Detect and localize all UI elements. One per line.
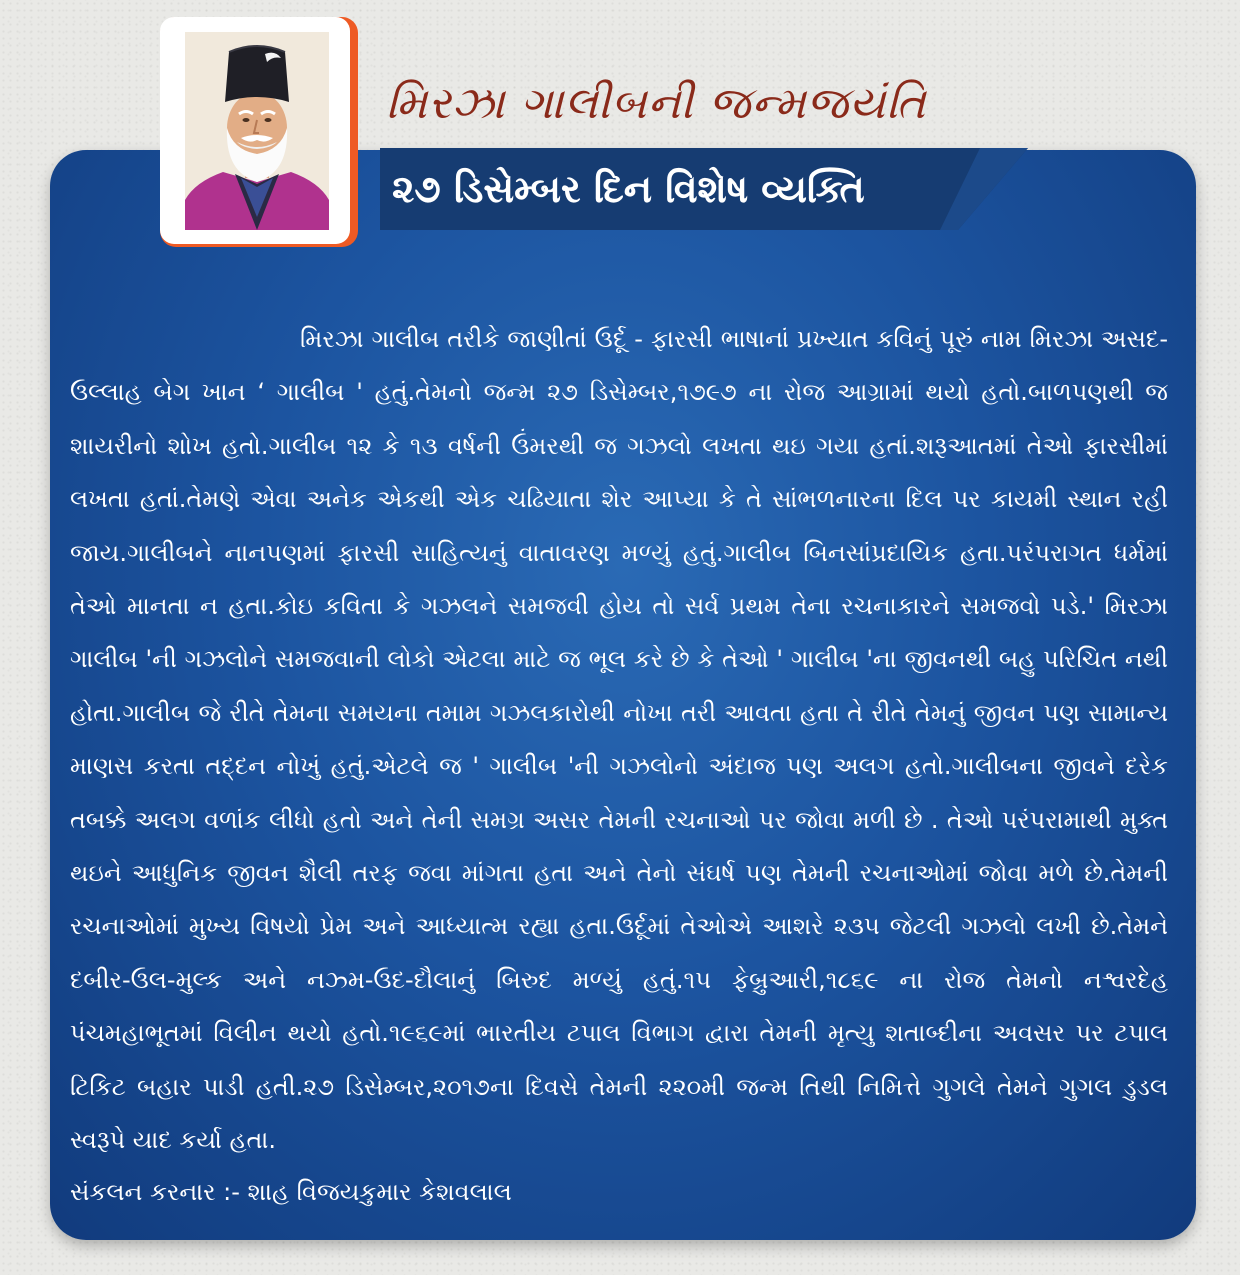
page-title: મિરઝા ગાલીબની જન્મજયંતિ — [386, 78, 927, 129]
date-banner — [380, 148, 1028, 230]
compiler-credit: સંકલન કરનાર :- શાહ વિજયકુમાર કેશવલાલ — [70, 1178, 512, 1206]
portrait-frame — [160, 17, 358, 247]
article-body: મિરઝા ગાલીબ તરીકે જાણીતાં ઉર્દૂ - ફારસી ભાષાનાં પ્રખ્યાત કવિનું પૂરું નામ મિરઝા અસદ-ઉલ્લાહ બેગ ખાન ‘ ગાલીબ ' હતું.તેમનો જન્મ ૨૭ ડિસેમ્બર,૧૭૯૭ ના રોજ આગ્રામાં થયો હતો.બાળપણથી જ શાયરીનો શોખ હતો.ગાલીબ ૧૨ કે ૧૩ વર્ષની ઉંમરથી જ ગઝલો લખતા થઇ ગયા હતાં.શરૂઆતમાં તેઓ ફારસીમાં લખતા હતાં.તેમણે એવા અનેક એકથી એક ચઢિયાતા શેર આપ્યા કે તે સાંભળનારના દિલ પર કાયમી સ્થાન રહી જાય.ગાલીબને નાનપણમાં ફારસી સાહિત્યનું વાતાવરણ મળ્યું હતું.ગાલીબ બિનસાંપ્રદાયિક હતા.પરંપરાગત ધર્મમાં તેઓ માનતા ન હતા.કોઇ કવિતા કે ગઝલને સમજવી હોય તો સર્વ પ્રથમ તેના રચનાકારને સમજવો પડે.' મિરઝા ગાલીબ 'ની ગઝલોને સમજવાની લોકો એટલા માટે જ ભૂલ કરે છે કે તેઓ ' ગાલીબ 'ના જીવનથી બહુ પરિચિત નથી હોતા.ગાલીબ જે રીતે તેમના સમયના તમામ ગઝલકારોથી નોખા તરી આવતા હતા તે રીતે તેમનું જીવન પણ સામાન્ય માણસ કરતા તદ્દન નોખું હતું.એટલે જ ' ગાલીબ 'ની ગઝલોનો અંદાજ પણ અલગ હતો.ગાલીબના જીવને દરેક તબક્કે અલગ વળાંક લીધો હતો અને તેની સમગ્ર અસર તેમની રચનાઓ પર જોવા મળી છે . તેઓ પરંપરામાથી મુક્ત થઇને આધુનિક જીવન શૈલી તરફ જવા માંગતા હતા અને તેનો સંઘર્ષ પણ તેમની રચનાઓમાં જોવા મળે છે.તેમની રચનાઓમાં મુખ્ય વિષયો પ્રેમ અને આધ્યાત્મ રહ્યા હતા.ઉર્દૂમાં તેઓએ આશરે ૨૩૫ જેટલી ગઝલો લખી છે.તેમને દબીર-ઉલ-મુલ્ક અને નઝ્મ-ઉદ-દૌલાનું બિરુદ મળ્યું હતું.૧૫ ફેબ્રુઆરી,૧૮૬૯ ના રોજ તેમનો નશ્વરદેહ પંચમહાભૂતમાં વિલીન થયો હતો.૧૯૬૯માં ભારતીય ટપાલ વિભાગ દ્વારા તેમની મૃત્યુ શતાબ્દીના અવસર પર ટપાલ ટિકિટ બહાર પાડી હતી.૨૭ ડિસેમ્બર,૨૦૧૭ના દિવસે તેમની ૨૨૦મી જન્મ તિથી નિમિત્તે ગુગલે તેમને ગુગલ ડુડલ સ્વરૂપે યાદ કર્યા હતા. — [70, 325, 1168, 1155]
portrait-mat — [160, 17, 350, 244]
portrait-illustration-icon — [185, 32, 329, 230]
portrait-image — [185, 32, 329, 230]
banner-text: ૨૭ ડિસેમ્બર દિન વિશેષ વ્યક્તિ — [392, 167, 865, 211]
